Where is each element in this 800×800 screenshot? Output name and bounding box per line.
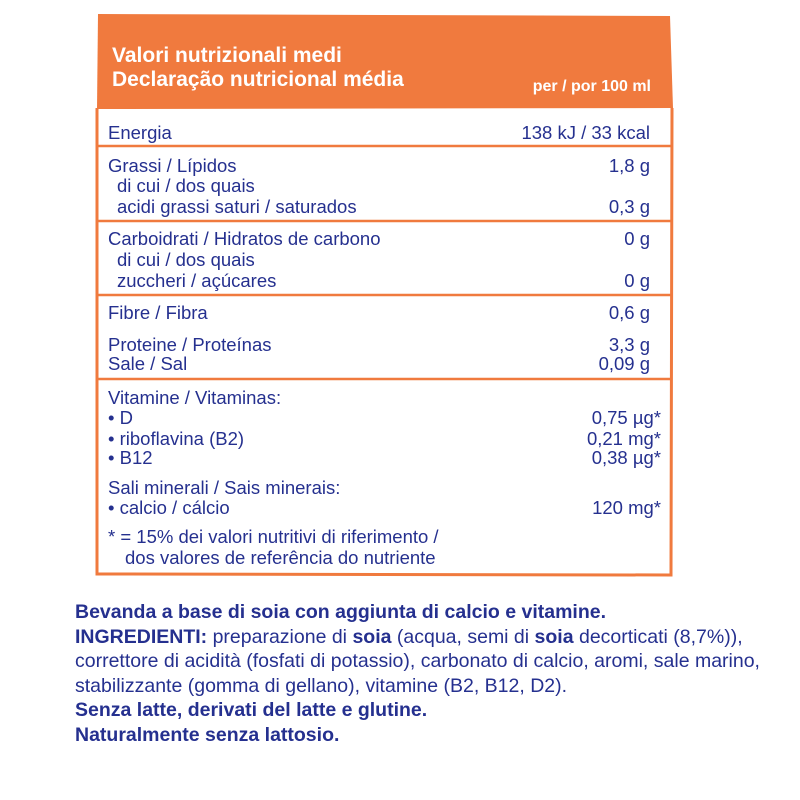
header-title-it: Valori nutrizionali medi [112, 44, 342, 67]
energy-value: 138 kJ / 33 kcal [521, 122, 650, 143]
footnote-line-2: dos valores de referência do nutriente [125, 547, 436, 568]
energy-label: Energia [108, 122, 172, 143]
vitamins-label: Vitamine / Vitaminas: [108, 387, 282, 408]
product-description: Bevanda a base di soia con aggiunta di calcio e vitamine. [75, 601, 607, 623]
nutrition-table [95, 12, 675, 577]
protein-label: Proteine / Proteínas [108, 334, 272, 355]
fibre-value: 0,6 g [608, 302, 650, 323]
fibre-label: Fibre / Fibra [108, 302, 208, 323]
header-title-pt: Declaração nutricional média [112, 68, 404, 91]
sugars-label: zuccheri / açúcares [117, 270, 277, 291]
carbs-label: Carboidrati / Hidratos de carbono [108, 228, 381, 249]
sugars-value: 0 g [624, 270, 650, 291]
fat-label: Grassi / Lípidos [108, 155, 237, 176]
vitamin-b12-label: • B12 [108, 447, 153, 468]
minerals-label: Sali minerali / Sais minerais: [108, 477, 341, 498]
carbs-of-which: di cui / dos quais [117, 249, 255, 270]
ingredients-block [75, 600, 775, 747]
ingredient-soia-1: soia [352, 625, 392, 648]
carbs-value: 0 g [624, 228, 650, 249]
vitamin-b12-value: 0,38 µg* [591, 447, 661, 468]
calcium-label: • calcio / cálcio [108, 497, 230, 518]
nutrition-panel [95, 12, 675, 577]
saturates-value: 0,3 g [608, 196, 650, 217]
free-from-statement: Senza latte, derivati del latte e glutine. [75, 699, 428, 721]
vitamin-d-value: 0,75 µg* [591, 407, 661, 428]
ingredients-text-3: decorticati (8,7%)), correttore di acidità (fosfati di potassio), carbonato di calcio, aromi, sale marino, stabilizzante (gomma di gellano), vitamine (B2, B12, D2). [75, 625, 760, 697]
footnote-line-1: * = 15% dei valori nutritivi di riferimento / [108, 526, 439, 547]
vitamin-b2-value: 0,21 mg* [586, 428, 661, 449]
salt-value: 0,09 g [598, 353, 650, 374]
fat-value: 1,8 g [608, 155, 650, 176]
protein-value: 3,3 g [608, 334, 650, 355]
lactose-statement: Naturalmente senza lattosio. [75, 723, 340, 746]
calcium-value: 120 mg* [592, 497, 661, 518]
ingredients-label: INGREDIENTI: [75, 625, 208, 648]
ingredients-text-2: (acqua, semi di [391, 625, 535, 648]
ingredient-soia-2: soia [534, 625, 574, 648]
saturates-label: acidi grassi saturi / saturados [117, 196, 357, 217]
vitamin-b2-label: • riboflavina (B2) [108, 428, 245, 449]
fat-of-which: di cui / dos quais [117, 175, 255, 196]
ingredients-paragraph [75, 625, 775, 699]
ingredients-text-1: preparazione di [207, 625, 353, 648]
salt-label: Sale / Sal [108, 353, 188, 374]
vitamin-d-label: • D [108, 407, 133, 428]
header-per-label: per / por 100 ml [532, 78, 651, 95]
